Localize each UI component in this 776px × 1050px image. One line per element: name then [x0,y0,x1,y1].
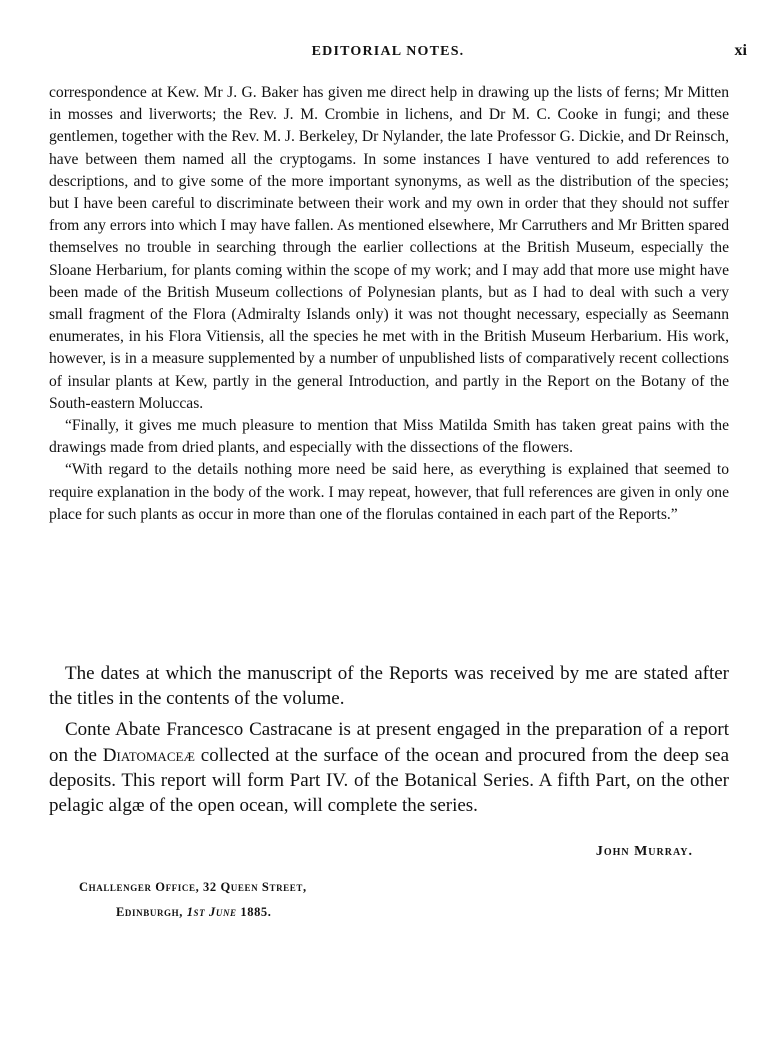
editorial-body [49,661,729,824]
address-place: Edinburgh, [116,905,187,919]
body-paragraph-2-start: Conte Abate Francesco Castracane is at present engaged in the preparation of a report on the [49,719,729,766]
quoted-paragraph-1: correspondence at Kew. Mr J. G. Baker has given me direct help in drawing up the lists of ferns; Mr Mitten in mosses and liverworts; the Rev. J. M. Crombie in lichens, and Dr M. C. Cooke in fungi; and these gentlemen, together with the Rev. M. J. Berkeley, Dr Nylander, the late Professor G. Dickie, and Dr Reinsch, have between them named all the cryptogams. In some instances I have ventured to add references to descriptions, and to give some of the more important synonyms, as well as the distribution of the species; but I have been careful to discriminate between their work and my own in order that they should not suffer from any errors into which I may have fallen. As mentioned elsewhere, Mr Carruthers and Mr Britten spared themselves no trouble in searching through the earlier collections at the British Museum, especially the Sloane Herbarium, for plants coming within the scope of my work; and I may add that more use might have been made of the British Museum collections of Polynesian plants, but as I had to deal with such a very small fragment of the Flora (Admiralty Islands only) it was not thought necessary, especially as Seemann enumerates, in his Flora Vitiensis, all the species he met with in the British Museum Herbarium. His work, however, is in a measure supplemented by a number of unpublished lists of comparatively recent collections of insular plants at Kew, partly in the general Introduction, and partly in the Report on the Botany of the South-eastern Moluccas. [49,84,729,412]
quoted-passage [49,82,729,526]
address-line-2 [116,905,272,920]
running-title: EDITORIAL NOTES. [311,44,465,59]
address-month: June [205,905,237,919]
page-number: xi [734,42,747,59]
body-paragraph-2 [49,717,729,818]
quoted-paragraph-2: “Finally, it gives me much pleasure to mention that Miss Matilda Smith has taken great pains with the drawings made from dried plants, and especially with the dissections of the flowers. [49,417,729,457]
diatomaceae-term: Diatomaceæ [102,744,195,766]
body-paragraph-1: The dates at which the manuscript of the Reports was received by me are stated after the titles in the contents of the volume. [49,663,729,710]
quoted-paragraph-3: “With regard to the details nothing more need be said here, as everything is explained that seemed to require explanation in the body of the work. I may repeat, however, that full references are given in only one place for such plants as occur in more than one of the florulas contained in each part of the Reports.” [49,461,729,523]
address-day: 1st [186,905,206,919]
signature: John Murray. [595,844,693,859]
body-paragraph-2-end: collected at the surface of the ocean and procured from the deep sea deposits. This report will form Part IV. of the Botanical Series. A fifth Part, on the other pelagic algæ of the open ocean, will complete the series. [49,744,730,817]
address-line-1: Challenger Office, 32 Queen Street, [79,880,307,894]
address-year: 1885. [236,905,272,919]
